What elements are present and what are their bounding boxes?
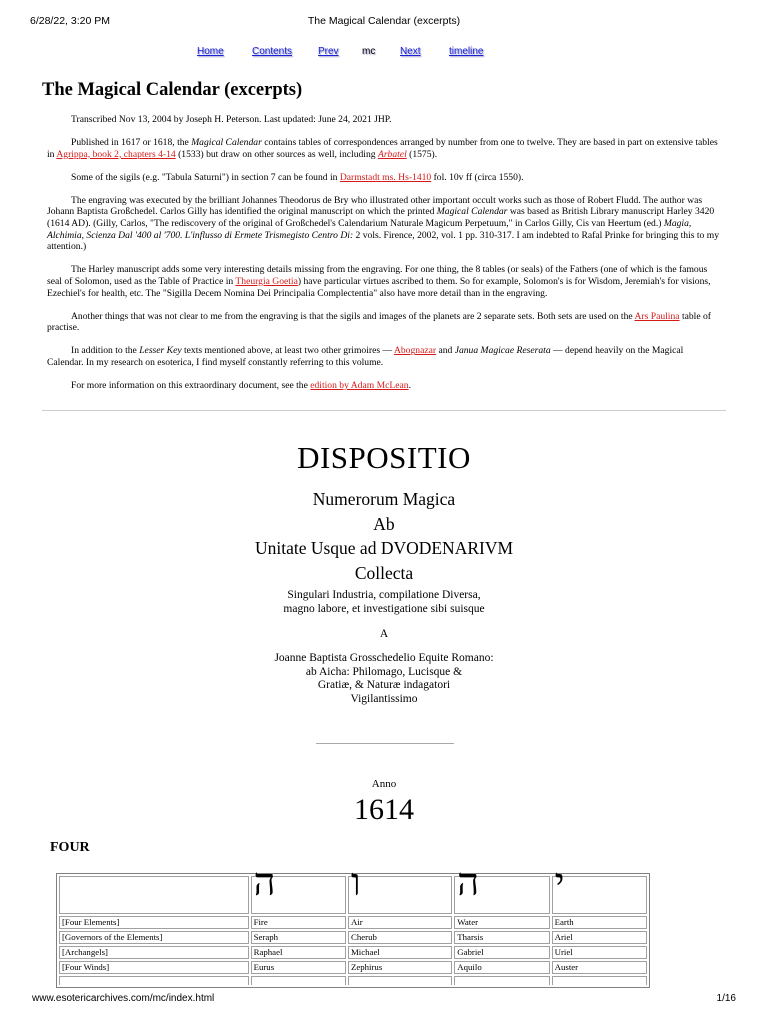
year-label: 1614 — [354, 793, 414, 826]
intro-paragraph — [47, 264, 721, 299]
table-cell — [59, 876, 249, 914]
row-label: [Governors of the Elements] — [59, 931, 249, 944]
table-cell: Raphael — [251, 946, 346, 959]
text: table of practise. — [47, 310, 711, 334]
table-cell: Gabriel — [454, 946, 549, 959]
subtitle-line: Ab — [373, 513, 395, 534]
table-cell: Zephirus — [348, 961, 452, 974]
arbatel-link[interactable] — [378, 149, 407, 160]
nav-home-link[interactable]: Home — [197, 46, 224, 57]
table-cell — [348, 976, 452, 985]
intro-text — [47, 114, 721, 403]
darmstadt-link[interactable]: Darmstadt ms. Hs-1410 — [339, 171, 432, 183]
table-row — [59, 961, 647, 974]
page-title: The Magical Calendar (excerpts) — [42, 80, 303, 100]
subtitle-line: Unitate Usque ad DVODENARIVM — [254, 538, 514, 558]
hebrew-letter: ה — [251, 876, 346, 914]
title-page-subtitle — [0, 487, 768, 585]
nav-current-label: mc — [362, 46, 376, 57]
intro-paragraph — [47, 195, 721, 253]
dedication-line: Gratiæ, & Naturæ indagatori — [317, 679, 451, 691]
print-date: 6/28/22, 3:20 PM — [30, 15, 110, 27]
description-line: magno labore, et investigatione sibi suisque — [283, 602, 485, 615]
nav-next-link[interactable]: Next — [400, 46, 421, 57]
table-cell: Fire — [251, 916, 346, 929]
subtitle-line: Numerorum Magica — [312, 489, 456, 509]
intro-paragraph — [47, 137, 721, 160]
anno-label: Anno — [371, 778, 397, 790]
print-footer — [32, 993, 736, 1007]
text: ) have particular virtues ascribed to them. So for example, Solomon's is for Wisdom, Jeremiah's for visions, Ezechiel's for health, etc. The "Sigilla Decem Nomina Dei Principalia Complectentia" also have more detail than in the engraving. — [47, 275, 711, 299]
mclean-edition-link[interactable]: edition by Adam McLean — [310, 380, 409, 391]
text: For more information on this extraordinary document, see the — [71, 380, 311, 391]
description-line: Singulari Industria, compilatione Diversa, — [287, 589, 481, 601]
emphasis: Magical Calendar — [191, 137, 262, 149]
divider — [316, 743, 454, 744]
table-cell — [552, 976, 647, 985]
nav-timeline-link[interactable]: timeline — [449, 46, 484, 57]
text: Another things that was not clear to me from the engraving is that the sigils and images of the planets are 2 separate sets. Both sets are used on the — [71, 310, 635, 322]
row-label: [Four Winds] — [59, 961, 249, 974]
text: and — [436, 345, 455, 357]
table-cell: Auster — [552, 961, 647, 974]
text: 2 vols. Firence, 2002, vol. 1 pp. 310-317. I am indebted to Rafal Prinke for bringing this to my attention.) — [47, 229, 719, 253]
table-cell: Water — [454, 916, 549, 929]
text: fol. 10v ff (circa 1550). — [431, 171, 524, 183]
text: In addition to the — [71, 345, 140, 357]
row-label: [Archangels] — [59, 946, 249, 959]
page-url: www.esotericarchives.com/mc/index.html — [32, 993, 215, 1004]
correspondence-table-four — [56, 860, 650, 988]
title-page-a: A — [379, 628, 389, 640]
table-cell: Air — [348, 916, 452, 929]
table-cell: Earth — [552, 916, 647, 929]
table-row — [59, 946, 647, 959]
section-heading-four: FOUR — [50, 840, 90, 855]
dedication-line: Vigilantissimo — [350, 692, 418, 705]
dedication-line: ab Aicha: Philomago, Lucisque & — [305, 665, 463, 678]
dedication-line: Joanne Baptista Grosschedelio Equite Romano: — [274, 652, 494, 664]
hebrew-letter: ו — [348, 876, 452, 914]
hebrew-header-row — [59, 876, 647, 914]
abognazar-link[interactable]: Abognazar — [393, 345, 437, 357]
table-cell: Ariel — [552, 931, 647, 944]
nav-prev-link[interactable]: Prev — [318, 46, 339, 57]
subtitle-line: Collecta — [354, 562, 414, 583]
table-cell: Seraph — [251, 931, 346, 944]
text: The Harley manuscript adds some very interesting details missing from the engraving. For one thing, the 8 tables (or seals) of the Fathers (one of which is the famous seal of Solomon, used as the Table of Practice in — [47, 264, 708, 287]
divider — [42, 410, 726, 411]
table-cell: Aquilo — [454, 961, 549, 974]
print-header — [30, 15, 738, 31]
text: The engraving was executed by the brilliant Johannes Theodorus de Bry who illustrated other important occult works such as those of Robert Fludd. The author was Johann Baptista Großchedel. Carlos Gilly has identified the original manuscript on which the printed — [47, 194, 703, 218]
intro-paragraph — [47, 114, 721, 126]
title-page-description — [0, 589, 768, 616]
print-title: The Magical Calendar (excerpts) — [307, 15, 461, 27]
table-cell — [59, 976, 249, 985]
text: (1575). — [406, 148, 438, 160]
table-cell — [454, 976, 549, 985]
text: texts mentioned above, at least two other grimoires — — [181, 345, 394, 357]
emphasis: Janua Magicae Reserata — [454, 345, 551, 357]
emphasis: Arbatel — [377, 148, 407, 160]
table-row — [59, 931, 647, 944]
table-cell: Michael — [348, 946, 452, 959]
emphasis: Lesser Key — [139, 345, 182, 357]
row-label: [Four Elements] — [59, 916, 249, 929]
text: Some of the sigils (e.g. "Tabula Saturni") in section 7 can be found in — [71, 171, 340, 183]
text: contains tables of correspondences arranged by number from one to twelve. They are based in part on extensive tables in — [47, 137, 718, 160]
theurgia-goetia-link[interactable]: Theurgia Goetia — [235, 275, 298, 287]
intro-paragraph — [47, 345, 721, 368]
text: . — [408, 380, 411, 391]
navbar — [0, 46, 768, 64]
table-cell: Uriel — [552, 946, 647, 959]
text: Published in 1617 or 1618, the — [71, 137, 192, 149]
text: Transcribed Nov 13, 2004 by Joseph H. Peterson. Last updated: June 24, 2021 JHP. — [71, 114, 392, 125]
agrippa-link[interactable]: Agrippa, book 2, chapters 4-14 — [56, 148, 176, 160]
page-number: 1/16 — [716, 993, 736, 1004]
dispositio-heading: DISPOSITIO — [297, 440, 471, 475]
table-row — [59, 916, 647, 929]
nav-contents-link[interactable]: Contents — [252, 46, 293, 57]
intro-paragraph — [47, 311, 721, 334]
emphasis: Magia, Alchimia, Scienza Dal '400 al '700. L'influsso di Ermete Trismegisto Centro Di: — [47, 218, 692, 241]
table-cell — [251, 976, 346, 985]
table-row — [59, 976, 647, 985]
hebrew-letter: ה — [454, 876, 549, 914]
text: was based as British Library manuscript Harley 3420 (1614 AD). (Gilly, Carlos, "The rediscovery of the original of Großchedel's Calendarium Naturale Magicum Perpetuum," in Carlos Gilly, Cis van Heertum (ed.) — [47, 206, 715, 230]
emphasis: Magical Calendar — [436, 206, 508, 218]
text: (1533) but draw on other sources as well, including — [175, 148, 378, 160]
table-cell: Tharsis — [454, 931, 549, 944]
intro-paragraph — [47, 380, 721, 392]
author-dedication — [0, 652, 768, 706]
text: — depend heavily on the Magical Calendar. In my research on esoterica, I find myself constantly referring to this volume. — [47, 345, 684, 368]
table-cell: Eurus — [251, 961, 346, 974]
hebrew-letter: י — [552, 876, 647, 914]
ars-paulina-link[interactable]: Ars Paulina — [634, 310, 680, 322]
table-cell: Cherub — [348, 931, 452, 944]
intro-paragraph — [47, 172, 721, 184]
